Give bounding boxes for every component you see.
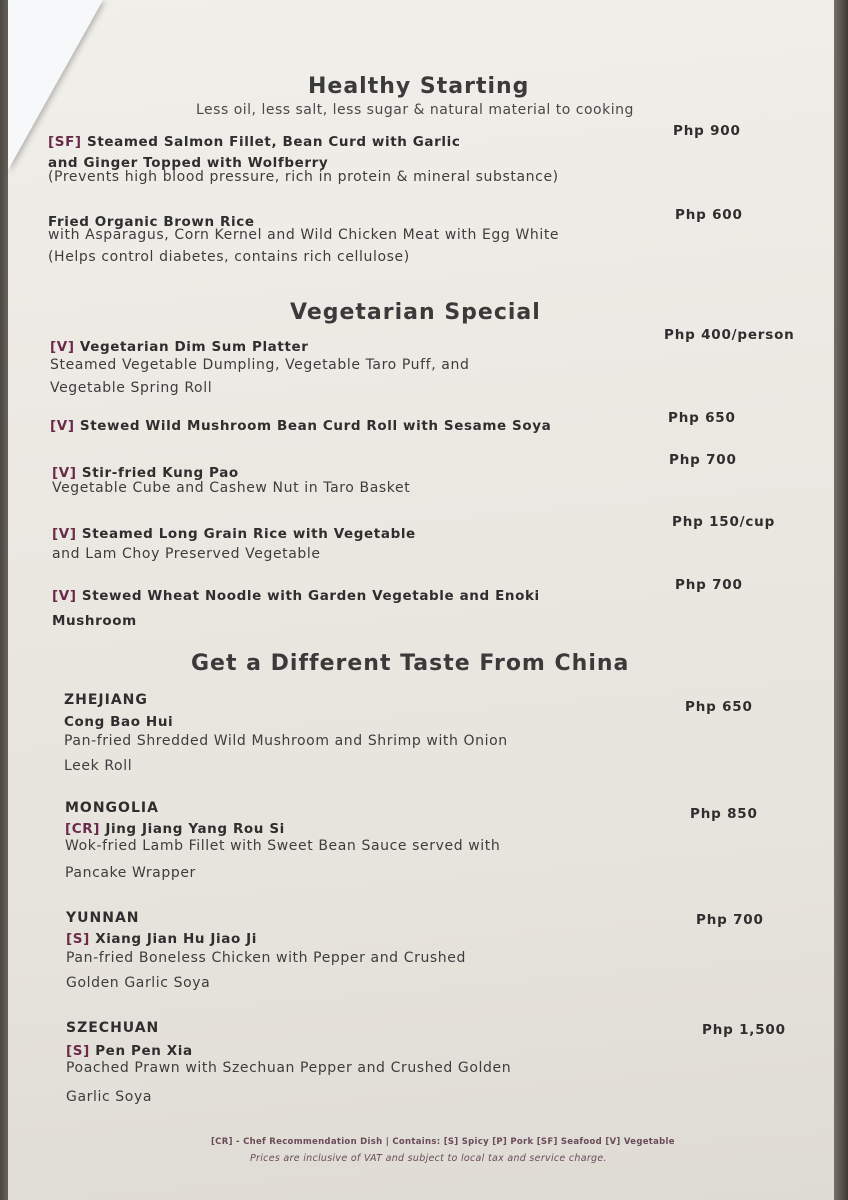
item-desc-cont: Leek Roll [64, 758, 133, 774]
item-desc-cont: (Helps control diabetes, contains rich cellulose) [48, 249, 410, 265]
item-name: Stewed Wild Mushroom Bean Curd Roll with Sesame Soya [79, 418, 552, 434]
section-title-healthy: Healthy Starting [308, 74, 530, 99]
item-price: Php 700 [669, 452, 737, 468]
item-desc-cont: Pancake Wrapper [65, 865, 196, 881]
item-region: SZECHUAN [66, 1020, 160, 1036]
item-desc-cont: Golden Garlic Soya [66, 975, 211, 991]
section-title-vegetarian: Vegetarian Special [290, 300, 541, 325]
item-desc: Vegetable Cube and Cashew Nut in Taro Basket [52, 480, 411, 496]
item-price: Php 150/cup [672, 514, 776, 530]
item-name: Jing Jiang Yang Rou Si [105, 821, 285, 837]
item-price: Php 700 [675, 577, 743, 593]
item-name: Fried Organic Brown Rice [48, 214, 255, 230]
item-price: Php 700 [696, 912, 764, 928]
item-tag: [V] [50, 418, 75, 434]
item-name: Pen Pen Xia [95, 1043, 193, 1059]
item-desc: (Prevents high blood pressure, rich in protein & mineral substance) [48, 169, 559, 185]
item-tag: [V] [52, 465, 77, 481]
item-price: Php 650 [668, 410, 736, 426]
item-desc-cont: Garlic Soya [66, 1089, 153, 1105]
section-subtitle-healthy: Less oil, less salt, less sugar & natural material to cooking [196, 102, 634, 118]
item-desc: Pan-fried Shredded Wild Mushroom and Shrimp with Onion [64, 733, 508, 749]
item-region: ZHEJIANG [64, 692, 148, 708]
item-desc: with Asparagus, Corn Kernel and Wild Chicken Meat with Egg White [48, 227, 560, 243]
item-name: Stewed Wheat Noodle with Garden Vegetable and Enoki [81, 588, 540, 604]
item-tag: [S] [66, 931, 90, 947]
item-name: Stir-fried Kung Pao [81, 465, 239, 481]
item-tag: [V] [52, 588, 77, 604]
item-tag: [V] [52, 526, 77, 542]
item-price: Php 850 [690, 806, 758, 822]
footer-legend: [CR] - Chef Recommendation Dish | Contains: [S] Spicy [P] Pork [SF] Seafood [V] Vegetable [211, 1137, 675, 1147]
item-desc: Steamed Vegetable Dumpling, Vegetable Taro Puff, and [50, 357, 470, 373]
item-desc: Pan-fried Boneless Chicken with Pepper and Crushed [66, 950, 466, 966]
menu-page [8, 0, 834, 1200]
item-tag: [SF] [48, 134, 82, 150]
item-name: Cong Bao Hui [64, 714, 174, 730]
item-tag: [S] [66, 1043, 90, 1059]
table-surface-right [832, 0, 848, 1200]
item-price: Php 1,500 [702, 1022, 786, 1038]
footer-note: Prices are inclusive of VAT and subject to local tax and service charge. [250, 1153, 607, 1164]
item-price: Php 600 [675, 207, 743, 223]
section-title-china: Get a Different Taste From China [191, 651, 630, 676]
item-price: Php 900 [673, 123, 741, 139]
item-name: Vegetarian Dim Sum Platter [79, 339, 309, 355]
item-name-cont: and Ginger Topped with Wolfberry [48, 155, 329, 171]
item-price: Php 650 [685, 699, 753, 715]
page-curl [8, 0, 103, 170]
item-tag: [V] [50, 339, 75, 355]
item-tag: [CR] [65, 821, 101, 837]
item-name: Steamed Long Grain Rice with Vegetable [81, 526, 416, 542]
item-desc: and Lam Choy Preserved Vegetable [52, 546, 321, 562]
item-desc-cont: Vegetable Spring Roll [50, 380, 213, 396]
item-price: Php 400/person [664, 327, 795, 343]
item-name: Xiang Jian Hu Jiao Ji [95, 931, 257, 947]
item-desc: Wok-fried Lamb Fillet with Sweet Bean Sauce served with [65, 838, 501, 854]
item-region: MONGOLIA [65, 800, 159, 816]
item-name-cont: Mushroom [52, 613, 137, 629]
item-region: YUNNAN [66, 910, 140, 926]
item-desc: Poached Prawn with Szechuan Pepper and Crushed Golden [66, 1060, 512, 1076]
item-name: Steamed Salmon Fillet, Bean Curd with Garlic [87, 134, 461, 150]
